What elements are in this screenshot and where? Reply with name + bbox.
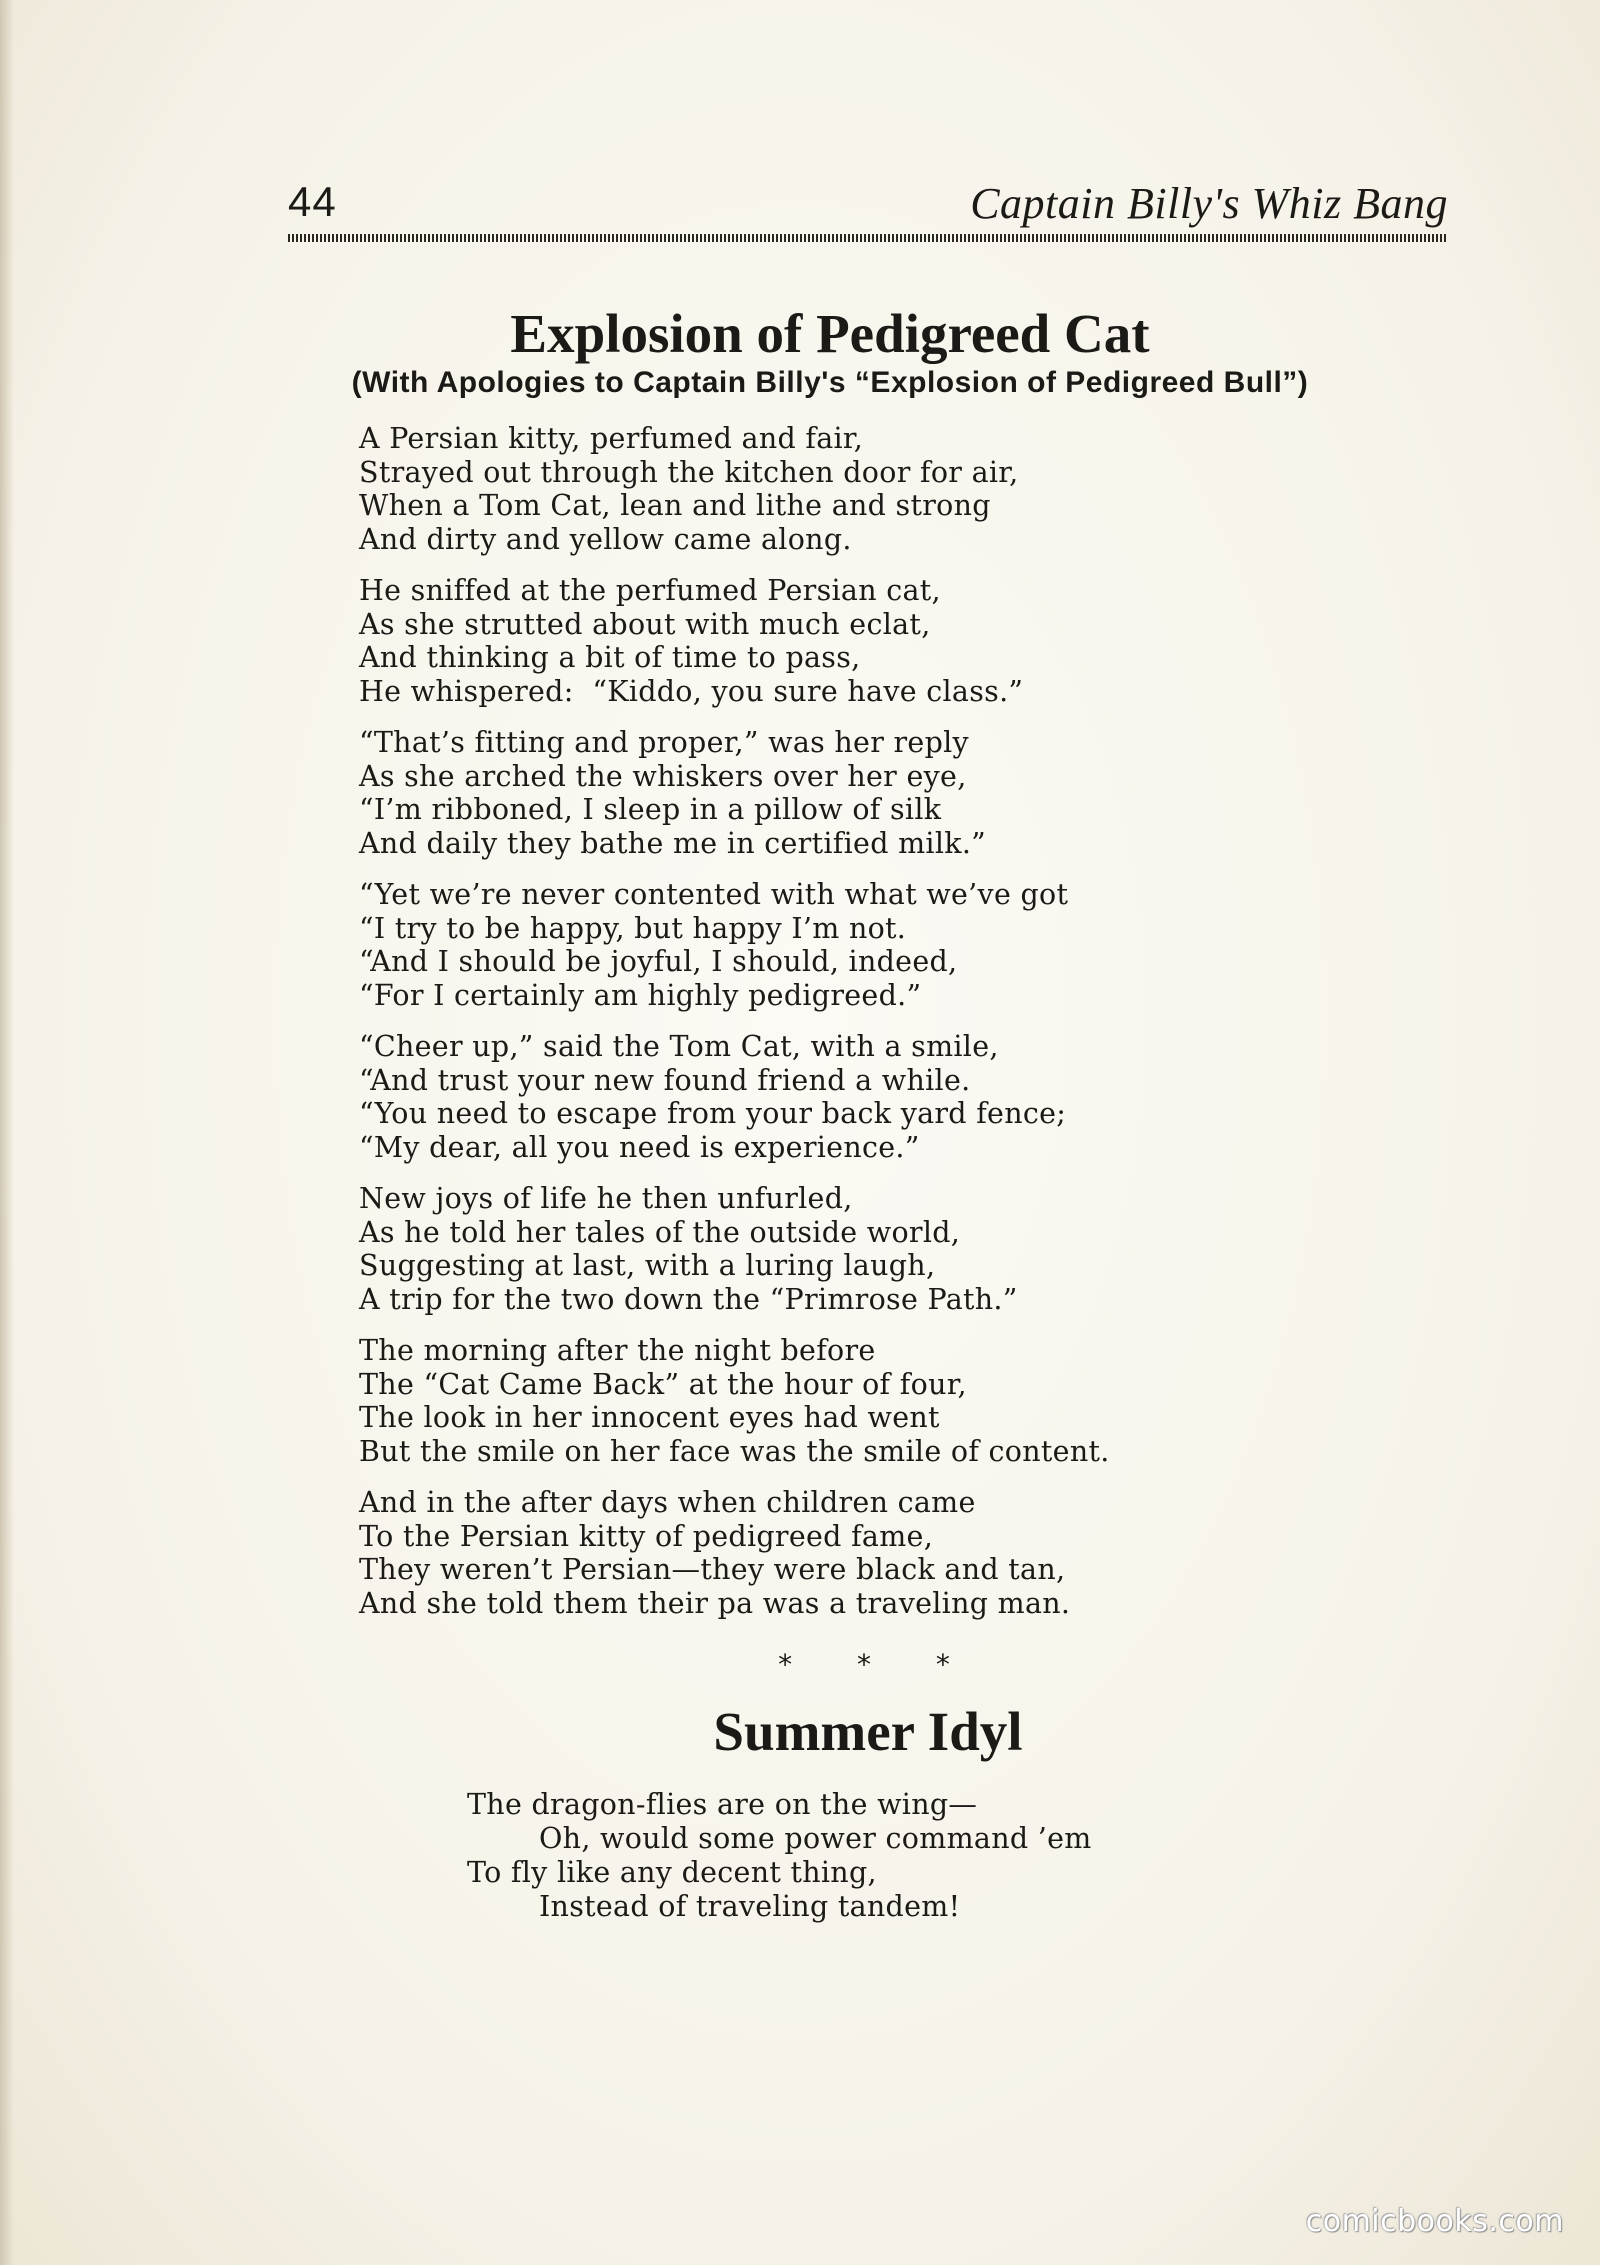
poem-line: He sniffed at the perfumed Persian cat, [359,574,941,607]
poem-line: “And trust your new found friend a while. [359,1063,971,1097]
poem-line: The morning after the night before [359,1334,876,1367]
running-title: Captain Billy's Whiz Bang [970,179,1448,228]
poem-line: Oh, would some power command ’em [539,1822,1092,1855]
poem-body-explosion [359,422,1339,1638]
stanza [359,726,1339,860]
poem-line: “Cheer up,” said the Tom Cat, with a smile, [359,1030,999,1063]
page-edge-shadow [0,0,14,2265]
poem-line: “I try to be happy, but happy I’m not. [359,911,907,945]
poem-line: Instead of traveling tandem! [539,1890,961,1923]
poem-line: When a Tom Cat, lean and lithe and strong [359,489,991,522]
poem-line: And she told them their pa was a traveling man. [359,1586,1071,1620]
poem-line: “And I should be joyful, I should, indeed, [359,945,958,978]
poem-line: “You need to escape from your back yard fence; [359,1097,1067,1130]
poem-line: “Yet we’re never contented with what we’ve got [359,878,1069,911]
poem-line: He whispered: “Kiddo, you sure have class.” [359,674,1024,708]
poem-line: They weren’t Persian—they were black and tan, [359,1553,1066,1586]
poem-title-explosion: Explosion of Pedigreed Cat [510,303,1150,364]
poem-line: And in the after days when children came [359,1486,976,1519]
poem-line: The look in her innocent eyes had went [359,1401,940,1434]
page-number: 44 [288,178,337,225]
poem-line: As he told her tales of the outside world, [359,1215,961,1249]
stanza [359,1486,1339,1620]
poem-title-summer-idyl: Summer Idyl [713,1701,1023,1762]
poem-line: And thinking a bit of time to pass, [359,641,861,674]
stanza [359,574,1339,708]
watermark: comicbooks.com [1305,2204,1564,2239]
stanza [359,1030,1339,1164]
stanza [359,422,1339,556]
poem-line: A Persian kitty, perfumed and fair, [359,422,864,455]
poem-line: To fly like any decent thing, [467,1856,877,1889]
poem-line: And daily they bathe me in certified milk.” [359,826,987,860]
page-header [288,176,1448,232]
poem-line: A trip for the two down the “Primrose Path.” [359,1282,1018,1316]
poem-line: Strayed out through the kitchen door for air, [359,455,1019,489]
poem-line: “For I certainly am highly pedigreed.” [359,978,922,1012]
poem-line: The “Cat Came Back” at the hour of four, [359,1367,967,1401]
section-separator: * * * [778,1648,950,1681]
header-rule [288,234,1448,242]
poem-line: “That’s fitting and proper,” was her reply [359,726,969,759]
poem-line: “I’m ribboned, I sleep in a pillow of silk [359,793,942,826]
poem-line: “My dear, all you need is experience.” [359,1130,920,1164]
poem-line: To the Persian kitty of pedigreed fame, [359,1519,934,1553]
poem-line: As she strutted about with much eclat, [359,607,931,641]
poem-line: New joys of life he then unfurled, [359,1182,853,1215]
poem-subtitle: (With Apologies to Captain Billy's “Explosion of Pedigreed Bull”) [351,366,1309,399]
poem-body-summer-idyl [467,1788,1267,1924]
poem-line: As she arched the whiskers over her eye, [359,759,967,793]
stanza [359,878,1339,1012]
poem-line: Suggesting at last, with a luring laugh, [359,1249,936,1282]
poem-line: But the smile on her face was the smile of content. [359,1434,1110,1468]
stanza [359,1182,1339,1316]
poem-line: And dirty and yellow came along. [359,522,852,556]
poem-line: The dragon-flies are on the wing— [467,1788,978,1821]
stanza [359,1334,1339,1468]
